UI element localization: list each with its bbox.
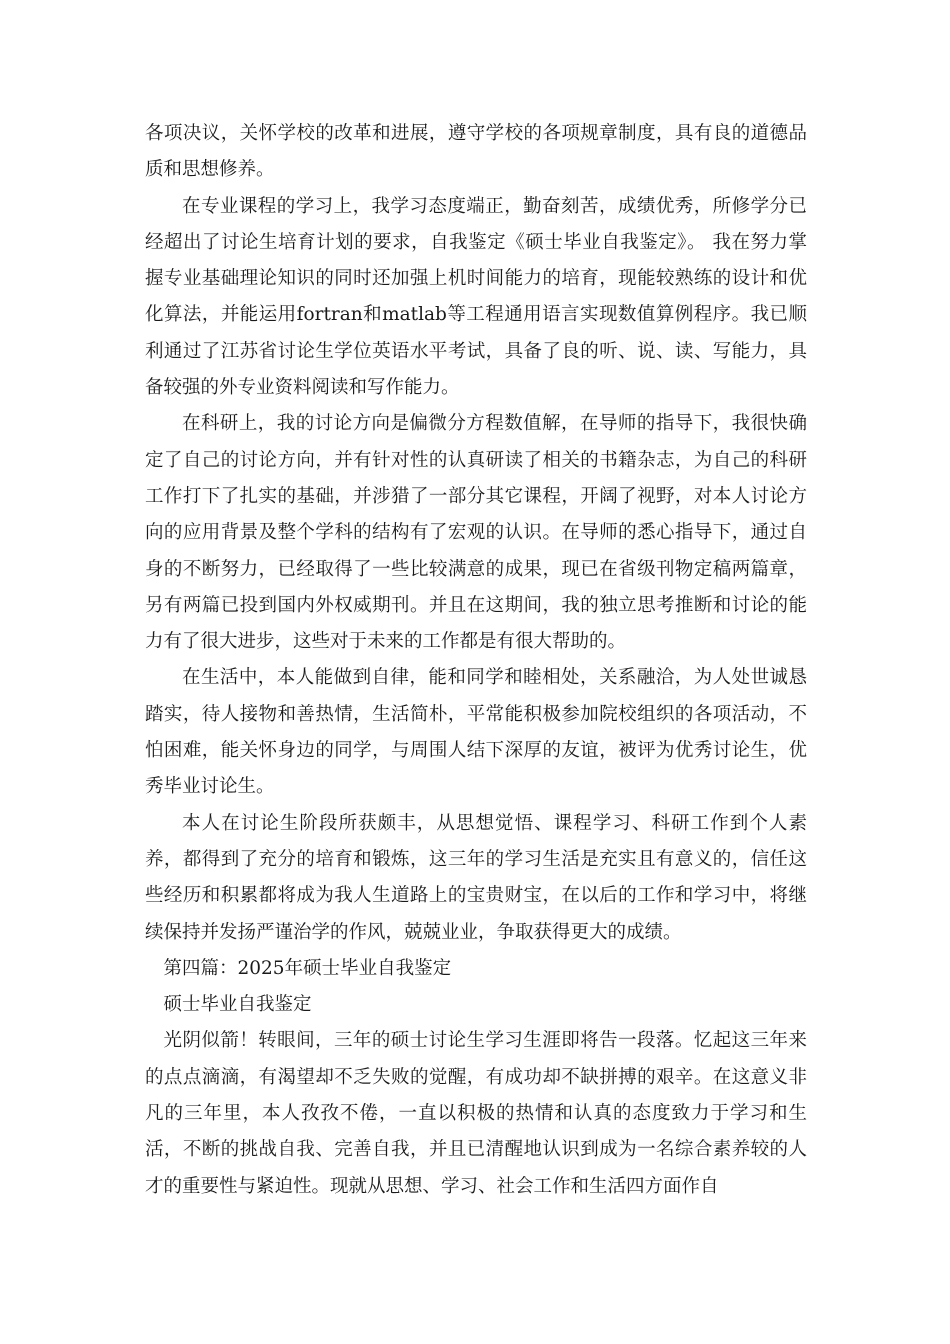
paragraph-summary: 本人在讨论生阶段所获颇丰，从思想觉悟、课程学习、科研工作到个人素养，都得到了充分的培育和锻炼，这三年的学习生活是充实且有意义的，信任这些经历和积累都将成为我人生道路上的宝贵财宝，在以后的工作和学习中，将继续保持并发扬严谨治学的作风，兢兢业业，争取获得更大的成绩。 <box>145 812 807 943</box>
paragraph-conduct-continuation: 各项决议，关怀学校的改革和进展，遵守学校的各项规章制度，具有良的道德品质和思想修养。 <box>145 123 807 181</box>
paragraph-research: 在科研上，我的讨论方向是偏微分方程数值解，在导师的指导下，我很快确定了自己的讨论方向，并有针对性的认真研读了相关的书籍杂志，为自己的科研工作打下了扎实的基础，并涉猎了一部分其它课程，开阔了视野，对本人讨论方向的应用背景及整个学科的结构有了宏观的认识。在导师的悉心指导下，通过自身的不断努力，已经取得了一些比较满意的成果，现已在省级刊物定稿两篇章，另有两篇已投到国内外权威期刊。并且在这期间，我的独立思考推断和讨论的能力有了很大进步，这些对于未来的工作都是有很大帮助的。 <box>145 413 807 653</box>
document-page <box>145 116 807 1205</box>
section-title: 硕士毕业自我鉴定 <box>163 994 312 1016</box>
paragraph-life: 在生活中，本人能做到自律，能和同学和睦相处，关系融洽，为人处世诚恳踏实，待人接物和善热情，生活简朴，平常能积极参加院校组织的各项活动，不怕困难，能关怀身边的同学，与周围人结下深厚的友谊，被评为优秀讨论生，优秀毕业讨论生。 <box>145 667 807 798</box>
paragraph-intro: 光阴似箭！转眼间，三年的硕士讨论生学习生涯即将告一段落。忆起这三年来的点点滴滴，有渴望却不乏失败的觉醒，有成功却不缺拼搏的艰辛。在这意义非凡的三年里，本人孜孜不倦，一直以积极的热情和认真的态度致力于学习和生活，不断的挑战自我、完善自我，并且已清醒地认识到成为一名综合素养较的人才的重要性与紧迫性。现就从思想、学习、社会工作和生活四方面作自 <box>145 1030 807 1197</box>
paragraph-coursework: 在专业课程的学习上，我学习态度端正，勤奋刻苦，成绩优秀，所修学分已经超出了讨论生培育计划的要求，自我鉴定《硕士毕业自我鉴定》。 我在努力掌握专业基础理论知识的同时还加强上机时间能力的培育，现能较熟练的设计和优化算法，并能运用fortran和matlab等工程通用语言实现数值算例程序。我已顺利通过了江苏省讨论生学位英语水平考试，具备了良的听、说、读、写能力，具备较强的外专业资料阅读和写作能力。 <box>145 195 807 399</box>
section-heading: 第四篇：2025年硕士毕业自我鉴定 <box>163 957 452 979</box>
